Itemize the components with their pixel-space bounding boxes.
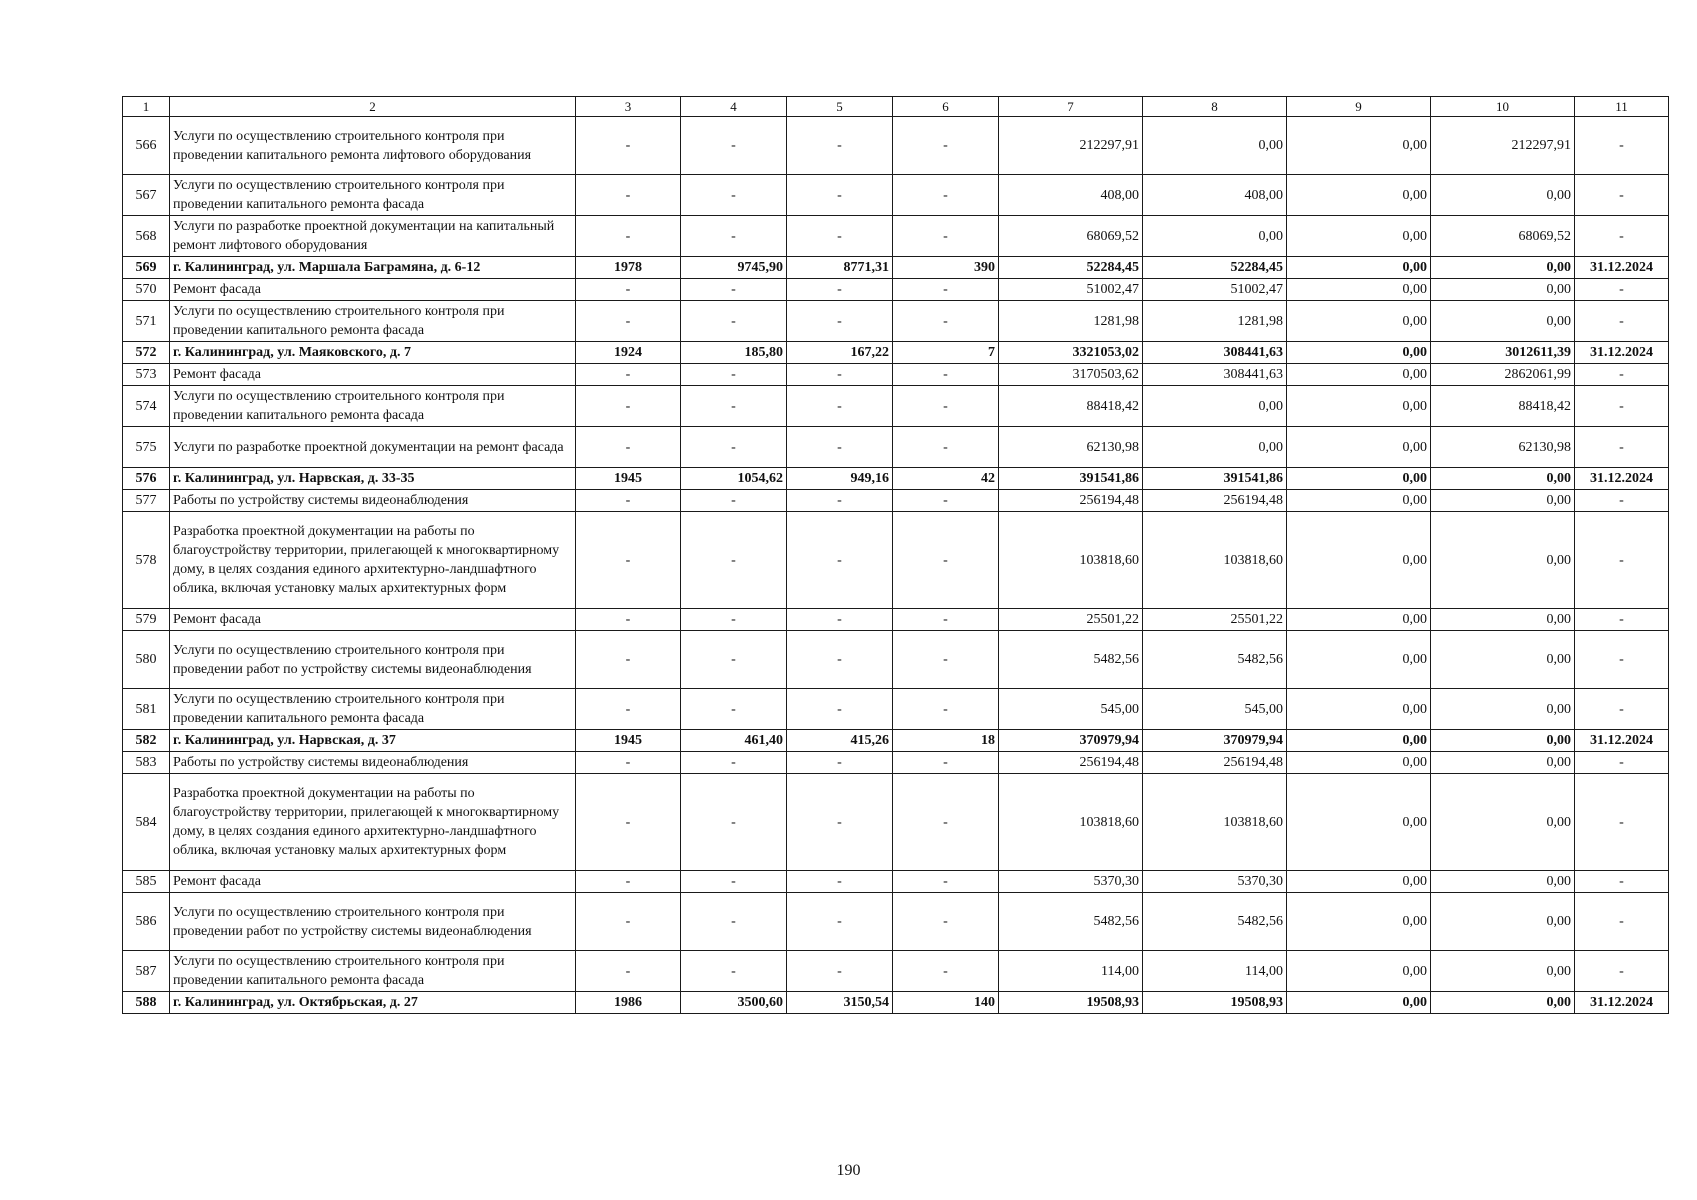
table-row bbox=[123, 216, 1669, 257]
work-name-cell: Разработка проектной документации на работы по благоустройству территории, прилегающей к многоквартирному дому, в целях создания единого архитектурно-ландшафтного облика, включая установку малых архитектурных форм bbox=[170, 774, 576, 871]
budget-cost-cell: 0,00 bbox=[1287, 490, 1431, 512]
residents-cell: - bbox=[893, 279, 999, 301]
row-number-cell: 576 bbox=[123, 468, 170, 490]
row-number-cell: 584 bbox=[123, 774, 170, 871]
owners-cost-cell: 0,00 bbox=[1431, 512, 1575, 609]
table-row bbox=[123, 257, 1669, 279]
row-number-cell: 579 bbox=[123, 609, 170, 631]
work-name-cell: Услуги по осуществлению строительного контроля при проведении капитального ремонта фасада bbox=[170, 386, 576, 427]
row-number-cell: 572 bbox=[123, 342, 170, 364]
budget-cost-cell: 0,00 bbox=[1287, 342, 1431, 364]
area-living-cell: - bbox=[787, 893, 893, 951]
table-row bbox=[123, 175, 1669, 216]
total-cost-cell: 103818,60 bbox=[999, 512, 1143, 609]
table-body bbox=[123, 97, 1669, 1014]
year-cell: - bbox=[576, 117, 681, 175]
column-header: 11 bbox=[1575, 97, 1669, 117]
owners-cost-cell: 0,00 bbox=[1431, 871, 1575, 893]
column-header: 9 bbox=[1287, 97, 1431, 117]
total-cost-cell: 1281,98 bbox=[999, 301, 1143, 342]
column-header: 4 bbox=[681, 97, 787, 117]
year-cell: - bbox=[576, 893, 681, 951]
total-cost-cell: 256194,48 bbox=[999, 490, 1143, 512]
area-living-cell: - bbox=[787, 216, 893, 257]
column-header: 1 bbox=[123, 97, 170, 117]
column-header: 7 bbox=[999, 97, 1143, 117]
area-total-cell: - bbox=[681, 175, 787, 216]
area-living-cell: - bbox=[787, 386, 893, 427]
total-cost-cell: 51002,47 bbox=[999, 279, 1143, 301]
work-name-cell: Разработка проектной документации на работы по благоустройству территории, прилегающей к многоквартирному дому, в целях создания единого архитектурно-ландшафтного облика, включая установку малых архитектурных форм bbox=[170, 512, 576, 609]
residents-cell: - bbox=[893, 512, 999, 609]
residents-cell: - bbox=[893, 117, 999, 175]
budget-cost-cell: 0,00 bbox=[1287, 427, 1431, 468]
deadline-cell: 31.12.2024 bbox=[1575, 468, 1669, 490]
total-cost-cell: 103818,60 bbox=[999, 774, 1143, 871]
budget-cost-cell: 0,00 bbox=[1287, 893, 1431, 951]
area-living-cell: - bbox=[787, 117, 893, 175]
total-cost-cell: 52284,45 bbox=[999, 257, 1143, 279]
area-total-cell: - bbox=[681, 512, 787, 609]
area-living-cell: - bbox=[787, 364, 893, 386]
year-cell: - bbox=[576, 427, 681, 468]
work-name-cell: Услуги по разработке проектной документации на капитальный ремонт лифтового оборудования bbox=[170, 216, 576, 257]
row-number-cell: 574 bbox=[123, 386, 170, 427]
total-cost-cell: 5482,56 bbox=[999, 631, 1143, 689]
owners-cost-cell: 212297,91 bbox=[1431, 117, 1575, 175]
budget-cost-cell: 0,00 bbox=[1287, 951, 1431, 992]
fund-cost-cell: 545,00 bbox=[1143, 689, 1287, 730]
column-header: 8 bbox=[1143, 97, 1287, 117]
year-cell: - bbox=[576, 689, 681, 730]
row-number-cell: 581 bbox=[123, 689, 170, 730]
fund-cost-cell: 25501,22 bbox=[1143, 609, 1287, 631]
budget-cost-cell: 0,00 bbox=[1287, 117, 1431, 175]
owners-cost-cell: 0,00 bbox=[1431, 175, 1575, 216]
work-name-cell: Работы по устройству системы видеонаблюдения bbox=[170, 490, 576, 512]
work-name-cell: Работы по устройству системы видеонаблюдения bbox=[170, 752, 576, 774]
area-total-cell: - bbox=[681, 689, 787, 730]
fund-cost-cell: 0,00 bbox=[1143, 427, 1287, 468]
row-number-cell: 585 bbox=[123, 871, 170, 893]
work-name-cell: Услуги по осуществлению строительного контроля при проведении капитального ремонта лифтового оборудования bbox=[170, 117, 576, 175]
area-living-cell: - bbox=[787, 609, 893, 631]
residents-cell: - bbox=[893, 951, 999, 992]
work-name-cell: Услуги по осуществлению строительного контроля при проведении работ по устройству системы видеонаблюдения bbox=[170, 631, 576, 689]
table-row bbox=[123, 512, 1669, 609]
fund-cost-cell: 103818,60 bbox=[1143, 512, 1287, 609]
deadline-cell: - bbox=[1575, 951, 1669, 992]
fund-cost-cell: 19508,93 bbox=[1143, 992, 1287, 1014]
capital-repair-table bbox=[122, 96, 1669, 1014]
residents-cell: - bbox=[893, 490, 999, 512]
area-total-cell: - bbox=[681, 386, 787, 427]
total-cost-cell: 212297,91 bbox=[999, 117, 1143, 175]
total-cost-cell: 19508,93 bbox=[999, 992, 1143, 1014]
work-name-cell: Ремонт фасада bbox=[170, 279, 576, 301]
year-cell: - bbox=[576, 301, 681, 342]
work-name-cell: г. Калининград, ул. Нарвская, д. 33-35 bbox=[170, 468, 576, 490]
row-number-cell: 582 bbox=[123, 730, 170, 752]
table-row bbox=[123, 364, 1669, 386]
deadline-cell: - bbox=[1575, 512, 1669, 609]
deadline-cell: 31.12.2024 bbox=[1575, 257, 1669, 279]
area-living-cell: - bbox=[787, 774, 893, 871]
table-row bbox=[123, 279, 1669, 301]
deadline-cell: - bbox=[1575, 117, 1669, 175]
budget-cost-cell: 0,00 bbox=[1287, 774, 1431, 871]
year-cell: 1986 bbox=[576, 992, 681, 1014]
row-number-cell: 567 bbox=[123, 175, 170, 216]
year-cell: - bbox=[576, 279, 681, 301]
area-total-cell: - bbox=[681, 609, 787, 631]
row-number-cell: 577 bbox=[123, 490, 170, 512]
work-name-cell: Услуги по осуществлению строительного контроля при проведении работ по устройству системы видеонаблюдения bbox=[170, 893, 576, 951]
year-cell: - bbox=[576, 364, 681, 386]
residents-cell: - bbox=[893, 774, 999, 871]
area-living-cell: - bbox=[787, 689, 893, 730]
fund-cost-cell: 52284,45 bbox=[1143, 257, 1287, 279]
fund-cost-cell: 391541,86 bbox=[1143, 468, 1287, 490]
area-total-cell: 1054,62 bbox=[681, 468, 787, 490]
total-cost-cell: 68069,52 bbox=[999, 216, 1143, 257]
row-number-cell: 588 bbox=[123, 992, 170, 1014]
column-number-header-row bbox=[123, 97, 1669, 117]
area-living-cell: 167,22 bbox=[787, 342, 893, 364]
budget-cost-cell: 0,00 bbox=[1287, 216, 1431, 257]
residents-cell: - bbox=[893, 609, 999, 631]
deadline-cell: - bbox=[1575, 216, 1669, 257]
fund-cost-cell: 5370,30 bbox=[1143, 871, 1287, 893]
year-cell: - bbox=[576, 216, 681, 257]
table-row bbox=[123, 386, 1669, 427]
year-cell: - bbox=[576, 752, 681, 774]
residents-cell: 390 bbox=[893, 257, 999, 279]
work-name-cell: г. Калининград, ул. Маяковского, д. 7 bbox=[170, 342, 576, 364]
budget-cost-cell: 0,00 bbox=[1287, 386, 1431, 427]
year-cell: 1978 bbox=[576, 257, 681, 279]
deadline-cell: - bbox=[1575, 752, 1669, 774]
deadline-cell: - bbox=[1575, 774, 1669, 871]
fund-cost-cell: 0,00 bbox=[1143, 386, 1287, 427]
residents-cell: - bbox=[893, 427, 999, 468]
budget-cost-cell: 0,00 bbox=[1287, 364, 1431, 386]
owners-cost-cell: 0,00 bbox=[1431, 893, 1575, 951]
area-total-cell: - bbox=[681, 279, 787, 301]
total-cost-cell: 3170503,62 bbox=[999, 364, 1143, 386]
area-total-cell: 185,80 bbox=[681, 342, 787, 364]
year-cell: 1945 bbox=[576, 730, 681, 752]
row-number-cell: 580 bbox=[123, 631, 170, 689]
table-row bbox=[123, 730, 1669, 752]
total-cost-cell: 391541,86 bbox=[999, 468, 1143, 490]
deadline-cell: - bbox=[1575, 175, 1669, 216]
owners-cost-cell: 0,00 bbox=[1431, 631, 1575, 689]
total-cost-cell: 5482,56 bbox=[999, 893, 1143, 951]
table-row bbox=[123, 490, 1669, 512]
area-living-cell: - bbox=[787, 301, 893, 342]
total-cost-cell: 88418,42 bbox=[999, 386, 1143, 427]
row-number-cell: 573 bbox=[123, 364, 170, 386]
owners-cost-cell: 0,00 bbox=[1431, 689, 1575, 730]
area-living-cell: - bbox=[787, 752, 893, 774]
row-number-cell: 570 bbox=[123, 279, 170, 301]
budget-cost-cell: 0,00 bbox=[1287, 631, 1431, 689]
table-row bbox=[123, 468, 1669, 490]
deadline-cell: - bbox=[1575, 427, 1669, 468]
table-row bbox=[123, 609, 1669, 631]
deadline-cell: 31.12.2024 bbox=[1575, 730, 1669, 752]
residents-cell: 140 bbox=[893, 992, 999, 1014]
table-row bbox=[123, 631, 1669, 689]
residents-cell: - bbox=[893, 216, 999, 257]
work-name-cell: г. Калининград, ул. Октябрьская, д. 27 bbox=[170, 992, 576, 1014]
residents-cell: - bbox=[893, 386, 999, 427]
area-total-cell: - bbox=[681, 117, 787, 175]
area-total-cell: - bbox=[681, 631, 787, 689]
owners-cost-cell: 62130,98 bbox=[1431, 427, 1575, 468]
fund-cost-cell: 308441,63 bbox=[1143, 342, 1287, 364]
area-total-cell: - bbox=[681, 871, 787, 893]
owners-cost-cell: 2862061,99 bbox=[1431, 364, 1575, 386]
fund-cost-cell: 103818,60 bbox=[1143, 774, 1287, 871]
residents-cell: - bbox=[893, 871, 999, 893]
residents-cell: 42 bbox=[893, 468, 999, 490]
residents-cell: - bbox=[893, 752, 999, 774]
area-total-cell: - bbox=[681, 774, 787, 871]
table-row bbox=[123, 301, 1669, 342]
area-living-cell: - bbox=[787, 490, 893, 512]
fund-cost-cell: 1281,98 bbox=[1143, 301, 1287, 342]
total-cost-cell: 62130,98 bbox=[999, 427, 1143, 468]
owners-cost-cell: 0,00 bbox=[1431, 951, 1575, 992]
area-living-cell: - bbox=[787, 871, 893, 893]
area-living-cell: 415,26 bbox=[787, 730, 893, 752]
area-total-cell: - bbox=[681, 427, 787, 468]
column-header: 3 bbox=[576, 97, 681, 117]
deadline-cell: - bbox=[1575, 609, 1669, 631]
area-living-cell: - bbox=[787, 279, 893, 301]
deadline-cell: - bbox=[1575, 301, 1669, 342]
table-row bbox=[123, 893, 1669, 951]
total-cost-cell: 5370,30 bbox=[999, 871, 1143, 893]
budget-cost-cell: 0,00 bbox=[1287, 301, 1431, 342]
area-total-cell: - bbox=[681, 301, 787, 342]
work-name-cell: Услуги по разработке проектной документации на ремонт фасада bbox=[170, 427, 576, 468]
column-header: 6 bbox=[893, 97, 999, 117]
fund-cost-cell: 256194,48 bbox=[1143, 752, 1287, 774]
area-living-cell: - bbox=[787, 427, 893, 468]
column-header: 10 bbox=[1431, 97, 1575, 117]
residents-cell: - bbox=[893, 893, 999, 951]
year-cell: 1924 bbox=[576, 342, 681, 364]
budget-cost-cell: 0,00 bbox=[1287, 992, 1431, 1014]
fund-cost-cell: 308441,63 bbox=[1143, 364, 1287, 386]
area-living-cell: - bbox=[787, 175, 893, 216]
area-living-cell: 949,16 bbox=[787, 468, 893, 490]
work-name-cell: Ремонт фасада bbox=[170, 364, 576, 386]
fund-cost-cell: 370979,94 bbox=[1143, 730, 1287, 752]
total-cost-cell: 545,00 bbox=[999, 689, 1143, 730]
area-living-cell: - bbox=[787, 951, 893, 992]
year-cell: 1945 bbox=[576, 468, 681, 490]
table-row bbox=[123, 752, 1669, 774]
work-name-cell: Услуги по осуществлению строительного контроля при проведении капитального ремонта фасада bbox=[170, 175, 576, 216]
row-number-cell: 586 bbox=[123, 893, 170, 951]
area-total-cell: 461,40 bbox=[681, 730, 787, 752]
year-cell: - bbox=[576, 871, 681, 893]
row-number-cell: 571 bbox=[123, 301, 170, 342]
area-total-cell: - bbox=[681, 893, 787, 951]
owners-cost-cell: 0,00 bbox=[1431, 730, 1575, 752]
owners-cost-cell: 68069,52 bbox=[1431, 216, 1575, 257]
year-cell: - bbox=[576, 609, 681, 631]
deadline-cell: 31.12.2024 bbox=[1575, 992, 1669, 1014]
total-cost-cell: 25501,22 bbox=[999, 609, 1143, 631]
area-total-cell: 3500,60 bbox=[681, 992, 787, 1014]
page-number: 190 bbox=[836, 1162, 861, 1179]
year-cell: - bbox=[576, 386, 681, 427]
fund-cost-cell: 256194,48 bbox=[1143, 490, 1287, 512]
fund-cost-cell: 0,00 bbox=[1143, 117, 1287, 175]
total-cost-cell: 3321053,02 bbox=[999, 342, 1143, 364]
table-row bbox=[123, 117, 1669, 175]
owners-cost-cell: 0,00 bbox=[1431, 774, 1575, 871]
row-number-cell: 583 bbox=[123, 752, 170, 774]
deadline-cell: - bbox=[1575, 364, 1669, 386]
owners-cost-cell: 0,00 bbox=[1431, 609, 1575, 631]
column-header: 2 bbox=[170, 97, 576, 117]
residents-cell: 7 bbox=[893, 342, 999, 364]
table-row bbox=[123, 774, 1669, 871]
budget-cost-cell: 0,00 bbox=[1287, 871, 1431, 893]
row-number-cell: 578 bbox=[123, 512, 170, 609]
table-row bbox=[123, 342, 1669, 364]
fund-cost-cell: 0,00 bbox=[1143, 216, 1287, 257]
row-number-cell: 587 bbox=[123, 951, 170, 992]
budget-cost-cell: 0,00 bbox=[1287, 689, 1431, 730]
area-living-cell: 8771,31 bbox=[787, 257, 893, 279]
work-name-cell: Услуги по осуществлению строительного контроля при проведении капитального ремонта фасада bbox=[170, 951, 576, 992]
area-living-cell: - bbox=[787, 631, 893, 689]
area-total-cell: - bbox=[681, 752, 787, 774]
row-number-cell: 568 bbox=[123, 216, 170, 257]
deadline-cell: - bbox=[1575, 871, 1669, 893]
owners-cost-cell: 0,00 bbox=[1431, 301, 1575, 342]
deadline-cell: - bbox=[1575, 279, 1669, 301]
year-cell: - bbox=[576, 631, 681, 689]
area-living-cell: - bbox=[787, 512, 893, 609]
deadline-cell: - bbox=[1575, 689, 1669, 730]
row-number-cell: 569 bbox=[123, 257, 170, 279]
deadline-cell: - bbox=[1575, 631, 1669, 689]
total-cost-cell: 114,00 bbox=[999, 951, 1143, 992]
fund-cost-cell: 51002,47 bbox=[1143, 279, 1287, 301]
owners-cost-cell: 3012611,39 bbox=[1431, 342, 1575, 364]
row-number-cell: 566 bbox=[123, 117, 170, 175]
owners-cost-cell: 0,00 bbox=[1431, 468, 1575, 490]
area-total-cell: - bbox=[681, 216, 787, 257]
budget-cost-cell: 0,00 bbox=[1287, 609, 1431, 631]
area-total-cell: - bbox=[681, 364, 787, 386]
year-cell: - bbox=[576, 951, 681, 992]
deadline-cell: - bbox=[1575, 893, 1669, 951]
table-row bbox=[123, 427, 1669, 468]
budget-cost-cell: 0,00 bbox=[1287, 752, 1431, 774]
fund-cost-cell: 5482,56 bbox=[1143, 631, 1287, 689]
budget-cost-cell: 0,00 bbox=[1287, 175, 1431, 216]
row-number-cell: 575 bbox=[123, 427, 170, 468]
work-name-cell: г. Калининград, ул. Маршала Баграмяна, д. 6-12 bbox=[170, 257, 576, 279]
deadline-cell: - bbox=[1575, 386, 1669, 427]
table-row bbox=[123, 951, 1669, 992]
area-total-cell: - bbox=[681, 951, 787, 992]
owners-cost-cell: 0,00 bbox=[1431, 257, 1575, 279]
year-cell: - bbox=[576, 490, 681, 512]
owners-cost-cell: 88418,42 bbox=[1431, 386, 1575, 427]
work-name-cell: г. Калининград, ул. Нарвская, д. 37 bbox=[170, 730, 576, 752]
budget-cost-cell: 0,00 bbox=[1287, 257, 1431, 279]
residents-cell: 18 bbox=[893, 730, 999, 752]
total-cost-cell: 370979,94 bbox=[999, 730, 1143, 752]
fund-cost-cell: 5482,56 bbox=[1143, 893, 1287, 951]
residents-cell: - bbox=[893, 689, 999, 730]
work-name-cell: Ремонт фасада bbox=[170, 609, 576, 631]
residents-cell: - bbox=[893, 175, 999, 216]
budget-cost-cell: 0,00 bbox=[1287, 512, 1431, 609]
budget-cost-cell: 0,00 bbox=[1287, 730, 1431, 752]
area-total-cell: 9745,90 bbox=[681, 257, 787, 279]
owners-cost-cell: 0,00 bbox=[1431, 490, 1575, 512]
residents-cell: - bbox=[893, 301, 999, 342]
column-header: 5 bbox=[787, 97, 893, 117]
owners-cost-cell: 0,00 bbox=[1431, 752, 1575, 774]
owners-cost-cell: 0,00 bbox=[1431, 279, 1575, 301]
total-cost-cell: 408,00 bbox=[999, 175, 1143, 216]
work-name-cell: Услуги по осуществлению строительного контроля при проведении капитального ремонта фасада bbox=[170, 689, 576, 730]
table-row bbox=[123, 871, 1669, 893]
budget-cost-cell: 0,00 bbox=[1287, 468, 1431, 490]
deadline-cell: - bbox=[1575, 490, 1669, 512]
year-cell: - bbox=[576, 512, 681, 609]
residents-cell: - bbox=[893, 364, 999, 386]
year-cell: - bbox=[576, 175, 681, 216]
work-name-cell: Услуги по осуществлению строительного контроля при проведении капитального ремонта фасада bbox=[170, 301, 576, 342]
year-cell: - bbox=[576, 774, 681, 871]
area-total-cell: - bbox=[681, 490, 787, 512]
fund-cost-cell: 114,00 bbox=[1143, 951, 1287, 992]
work-name-cell: Ремонт фасада bbox=[170, 871, 576, 893]
table-row bbox=[123, 689, 1669, 730]
area-living-cell: 3150,54 bbox=[787, 992, 893, 1014]
deadline-cell: 31.12.2024 bbox=[1575, 342, 1669, 364]
budget-cost-cell: 0,00 bbox=[1287, 279, 1431, 301]
table-row bbox=[123, 992, 1669, 1014]
owners-cost-cell: 0,00 bbox=[1431, 992, 1575, 1014]
fund-cost-cell: 408,00 bbox=[1143, 175, 1287, 216]
residents-cell: - bbox=[893, 631, 999, 689]
total-cost-cell: 256194,48 bbox=[999, 752, 1143, 774]
